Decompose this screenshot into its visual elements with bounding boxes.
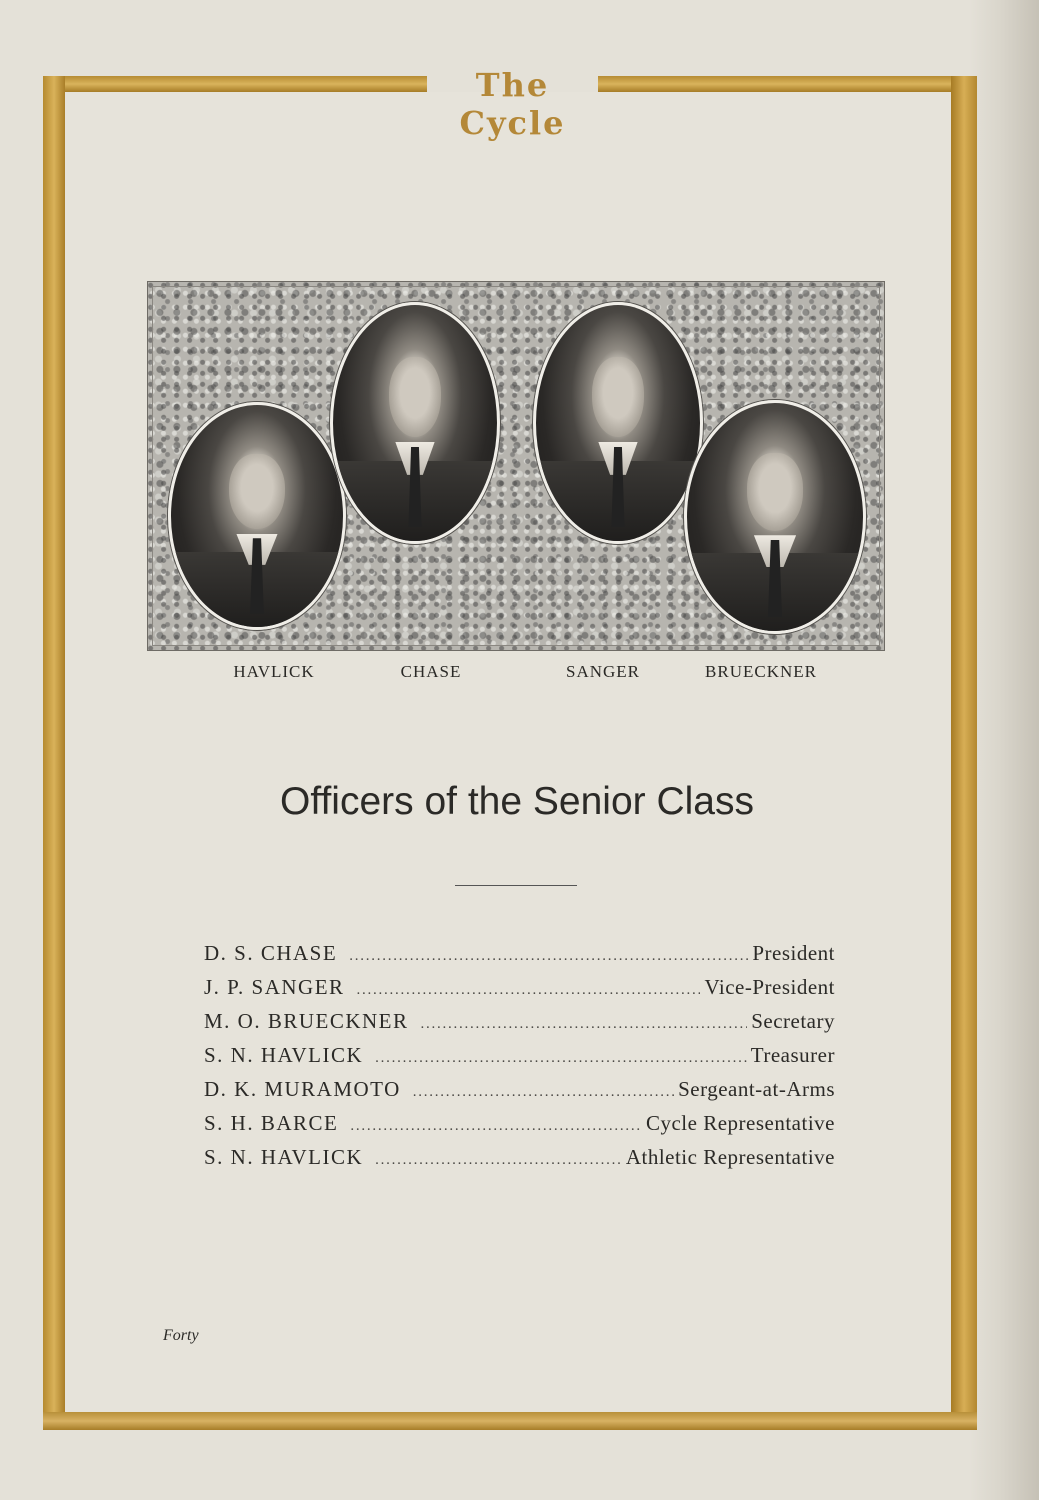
- portrait-label-brueckner: BRUECKNER: [705, 662, 817, 681]
- dot-leader: [413, 1084, 674, 1101]
- portrait-label-chase: CHASE: [400, 662, 462, 681]
- officer-row: [204, 1111, 835, 1145]
- officer-office: Treasurer: [750, 1043, 835, 1067]
- dot-leader: [350, 1118, 642, 1135]
- border-bottom: [43, 1412, 977, 1430]
- officer-name: S. N. HAVLICK: [204, 1145, 364, 1169]
- officer-office: Athletic Representative: [625, 1145, 835, 1169]
- border-right: [951, 76, 977, 1428]
- dot-leader: [357, 982, 701, 999]
- officer-office: President: [752, 941, 835, 965]
- border-top-right: [598, 76, 977, 92]
- officer-office: Sergeant-at-Arms: [678, 1077, 835, 1101]
- border-left: [43, 76, 65, 1428]
- portrait-brueckner: [684, 400, 866, 634]
- page-spine-shadow: [969, 0, 1039, 1500]
- officer-name: J. P. SANGER: [204, 975, 345, 999]
- title-divider: [455, 885, 577, 886]
- page-number: Forty: [163, 1327, 199, 1344]
- portrait-sanger: [533, 302, 703, 544]
- officer-row: [204, 941, 835, 975]
- officer-name: M. O. BRUECKNER: [204, 1009, 409, 1033]
- officer-row: [204, 1043, 835, 1077]
- officer-name: D. S. CHASE: [204, 941, 338, 965]
- portrait-label-havlick: HAVLICK: [233, 662, 315, 681]
- officer-name: S. H. BARCE: [204, 1111, 339, 1135]
- officer-office: Cycle Representative: [645, 1111, 835, 1135]
- officer-name: D. K. MURAMOTO: [204, 1077, 401, 1101]
- officer-row: [204, 1077, 835, 1111]
- dot-leader: [349, 948, 748, 965]
- dot-leader: [375, 1152, 622, 1169]
- border-top-left: [43, 76, 427, 92]
- portrait-chase: [330, 302, 500, 544]
- portrait-panel: [147, 281, 885, 651]
- officer-list: [204, 941, 835, 1179]
- page-title: Officers of the Senior Class: [280, 780, 754, 823]
- officer-row: [204, 1145, 835, 1179]
- portrait-havlick: [168, 402, 346, 630]
- officer-office: Secretary: [751, 1009, 835, 1033]
- officer-office: Vice-President: [704, 975, 835, 999]
- officer-row: [204, 975, 835, 1009]
- dot-leader: [421, 1016, 748, 1033]
- running-header-title: The Cycle: [459, 66, 566, 142]
- officer-name: S. N. HAVLICK: [204, 1043, 364, 1067]
- dot-leader: [375, 1050, 747, 1067]
- officer-row: [204, 1009, 835, 1043]
- portrait-label-sanger: SANGER: [565, 662, 640, 681]
